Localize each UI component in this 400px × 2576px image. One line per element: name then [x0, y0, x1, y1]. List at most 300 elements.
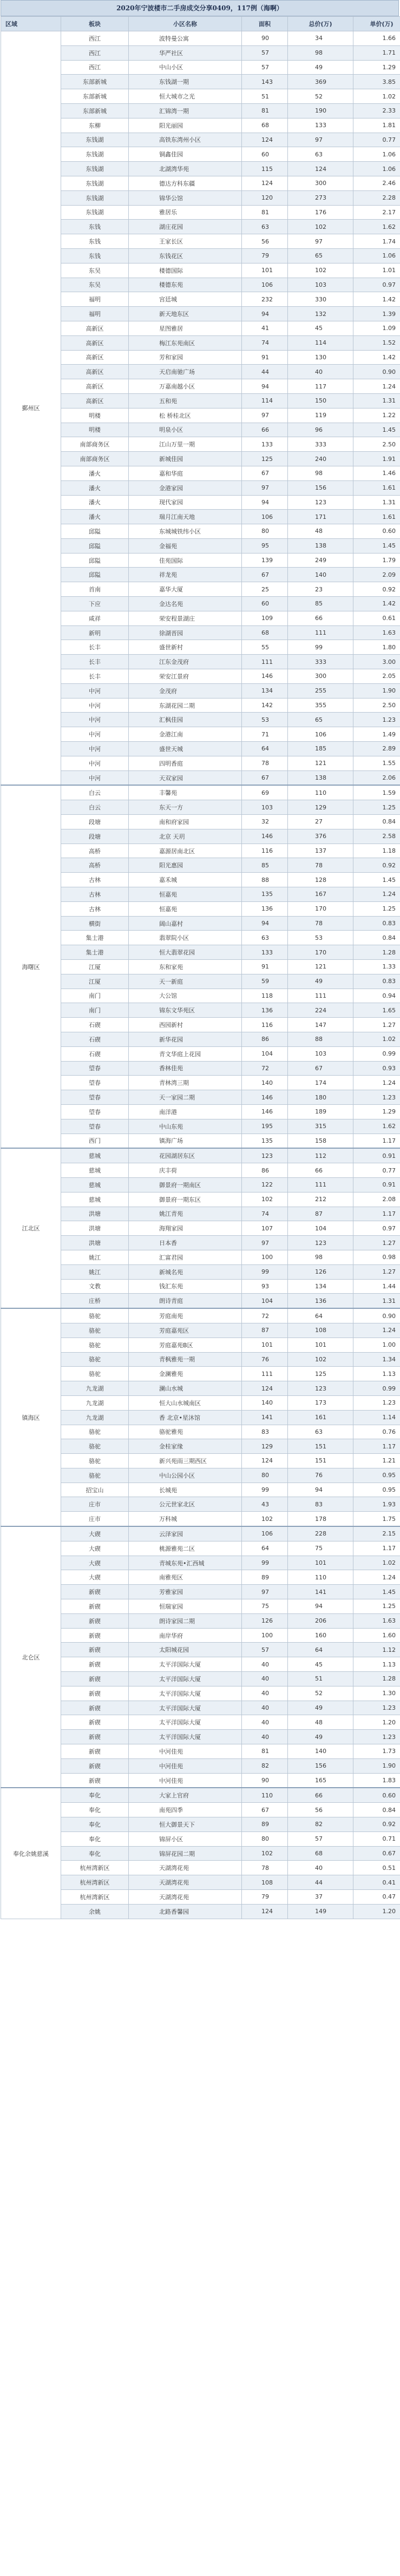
area-cell: 40 [242, 1730, 288, 1744]
name-cell: 东和家苑 [129, 960, 242, 974]
total-cell: 121 [288, 960, 353, 974]
name-cell: 王家长区 [129, 234, 242, 249]
table-row [1, 162, 400, 176]
name-cell: 嘉禾城 [129, 873, 242, 887]
unit-cell: 1.06 [353, 248, 400, 263]
plate-cell: 中河 [61, 756, 129, 770]
plate-cell: 杭州湾新区 [61, 1890, 129, 1905]
unit-cell: 0.91 [353, 1177, 400, 1192]
unit-cell: 1.13 [353, 1657, 400, 1672]
total-cell: 40 [288, 365, 353, 379]
table-row [1, 1585, 400, 1599]
area-cell: 136 [242, 901, 288, 916]
plate-cell: 石碶 [61, 1046, 129, 1061]
table-row [1, 190, 400, 205]
total-cell: 45 [288, 1657, 353, 1672]
name-cell: 天双家园 [129, 770, 242, 785]
total-cell: 52 [288, 1686, 353, 1701]
table-row [1, 989, 400, 1003]
total-cell: 140 [288, 568, 353, 582]
table-row [1, 408, 400, 423]
table-row [1, 916, 400, 931]
total-cell: 53 [288, 931, 353, 945]
area-cell: 99 [242, 1556, 288, 1570]
table-row [1, 466, 400, 480]
table-row [1, 815, 400, 829]
header-row [1, 17, 400, 31]
unit-cell: 1.61 [353, 480, 400, 495]
table-row [1, 1628, 400, 1643]
area-cell: 102 [242, 1512, 288, 1526]
table-row [1, 829, 400, 844]
unit-cell: 2.15 [353, 1526, 400, 1541]
name-cell: 德达方科东疆 [129, 176, 242, 190]
total-cell: 85 [288, 597, 353, 611]
unit-cell: 1.25 [353, 800, 400, 815]
name-cell: 天启南驰广场 [129, 365, 242, 379]
plate-cell: 文教 [61, 1279, 129, 1294]
plate-cell: 骆驼 [61, 1367, 129, 1381]
name-cell: 楼德东苑 [129, 278, 242, 292]
table-row [1, 1701, 400, 1715]
unit-cell: 1.79 [353, 553, 400, 568]
name-cell: 日本香 [129, 1236, 242, 1250]
plate-cell: 咸祥 [61, 611, 129, 625]
total-cell: 170 [288, 945, 353, 960]
table-row [1, 568, 400, 582]
plate-cell: 福明 [61, 292, 129, 307]
unit-cell: 1.06 [353, 147, 400, 162]
plate-cell: 新碶 [61, 1730, 129, 1744]
table-row [1, 510, 400, 524]
total-cell: 206 [288, 1613, 353, 1628]
total-cell: 110 [288, 785, 353, 800]
unit-cell: 0.97 [353, 278, 400, 292]
area-cell: 69 [242, 785, 288, 800]
plate-cell: 江厦 [61, 960, 129, 974]
plate-cell: 新碶 [61, 1643, 129, 1657]
plate-cell: 白云 [61, 800, 129, 815]
name-cell: 江东金茂府 [129, 655, 242, 669]
area-cell: 107 [242, 1221, 288, 1236]
area-cell: 115 [242, 162, 288, 176]
name-cell: 青城东苑•汇西城 [129, 1556, 242, 1570]
table-row [1, 205, 400, 220]
unit-cell: 1.39 [353, 307, 400, 321]
unit-cell: 1.14 [353, 1410, 400, 1425]
plate-cell: 下应 [61, 597, 129, 611]
unit-cell: 1.17 [353, 1207, 400, 1221]
name-cell: 嘉和华庭 [129, 466, 242, 480]
unit-cell: 1.02 [353, 1032, 400, 1046]
total-cell: 103 [288, 278, 353, 292]
unit-cell: 0.90 [353, 365, 400, 379]
plate-cell: 望春 [61, 1076, 129, 1090]
name-cell: 盛世新村 [129, 640, 242, 655]
name-cell: 南苑四季 [129, 1803, 242, 1817]
unit-cell: 1.34 [353, 1352, 400, 1367]
total-cell: 149 [288, 1904, 353, 1919]
total-cell: 64 [288, 1308, 353, 1323]
name-cell: 波特曼公寓 [129, 31, 242, 46]
table-row [1, 931, 400, 945]
total-cell: 63 [288, 1425, 353, 1439]
plate-cell: 新碶 [61, 1701, 129, 1715]
plate-cell: 邱隘 [61, 538, 129, 553]
unit-cell: 1.46 [353, 466, 400, 480]
table-row [1, 1236, 400, 1250]
plate-cell: 中河 [61, 770, 129, 785]
area-cell: 81 [242, 205, 288, 220]
area-cell: 99 [242, 1483, 288, 1497]
name-cell: 荣安程景湖庄 [129, 611, 242, 625]
plate-cell: 九龙湖 [61, 1381, 129, 1396]
table-row [1, 597, 400, 611]
plate-cell: 大碶 [61, 1570, 129, 1585]
area-cell: 143 [242, 75, 288, 89]
table-row [1, 1148, 400, 1163]
name-cell: 芳庭嘉苑区 [129, 1323, 242, 1338]
total-cell: 68 [288, 1846, 353, 1861]
area-cell: 114 [242, 393, 288, 408]
total-cell: 106 [288, 727, 353, 742]
plate-cell: 九龙湖 [61, 1395, 129, 1410]
total-cell: 147 [288, 1018, 353, 1032]
plate-cell: 新碶 [61, 1744, 129, 1759]
name-cell: 锦华公馆 [129, 190, 242, 205]
plate-cell: 长丰 [61, 640, 129, 655]
unit-cell: 1.91 [353, 452, 400, 466]
name-cell: 天一家园二期 [129, 1090, 242, 1105]
name-cell: 太平洋国际大厦 [129, 1657, 242, 1672]
table-row [1, 147, 400, 162]
area-cell: 74 [242, 1207, 288, 1221]
area-cell: 140 [242, 1076, 288, 1090]
unit-cell: 0.90 [353, 1308, 400, 1323]
total-cell: 333 [288, 655, 353, 669]
unit-cell: 2.50 [353, 698, 400, 713]
table-row [1, 1686, 400, 1701]
plate-cell: 杭州湾新区 [61, 1875, 129, 1890]
plate-cell: 招宝山 [61, 1483, 129, 1497]
unit-cell: 2.50 [353, 437, 400, 452]
plate-cell: 古林 [61, 873, 129, 887]
unit-cell: 1.49 [353, 727, 400, 742]
name-cell: 明泉小区 [129, 423, 242, 437]
name-cell: 楼德国际 [129, 263, 242, 278]
name-cell: 天湖湾花苑 [129, 1861, 242, 1875]
area-cell: 78 [242, 1861, 288, 1875]
table-row [1, 176, 400, 190]
unit-cell: 1.59 [353, 785, 400, 800]
unit-cell: 1.27 [353, 1264, 400, 1279]
name-cell: 金达名苑 [129, 597, 242, 611]
unit-cell: 2.09 [353, 568, 400, 582]
area-cell: 66 [242, 423, 288, 437]
name-cell: 恒嘉苑 [129, 901, 242, 916]
total-cell: 119 [288, 408, 353, 423]
plate-cell: 奉化 [61, 1831, 129, 1846]
area-cell: 86 [242, 1032, 288, 1046]
name-cell: 瑞月江南天地 [129, 510, 242, 524]
area-cell: 71 [242, 727, 288, 742]
total-cell: 76 [288, 1468, 353, 1483]
plate-cell: 东钱湖 [61, 162, 129, 176]
total-cell: 48 [288, 1715, 353, 1730]
table-row [1, 713, 400, 727]
total-cell: 151 [288, 1454, 353, 1468]
table-row [1, 655, 400, 669]
unit-cell: 1.45 [353, 423, 400, 437]
name-cell: 天湖湾花苑 [129, 1890, 242, 1905]
unit-cell: 1.24 [353, 1570, 400, 1585]
table-row [1, 1207, 400, 1221]
unit-cell: 1.25 [353, 901, 400, 916]
plate-cell: 潘火 [61, 480, 129, 495]
unit-cell: 1.20 [353, 1715, 400, 1730]
table-row [1, 524, 400, 539]
table-row [1, 1512, 400, 1526]
total-cell: 40 [288, 1861, 353, 1875]
name-cell: 桃源雅苑二区 [129, 1541, 242, 1556]
table-row [1, 698, 400, 713]
unit-cell: 1.74 [353, 234, 400, 249]
plate-cell: 庄桥 [61, 1294, 129, 1308]
unit-cell: 0.95 [353, 1483, 400, 1497]
unit-cell: 1.52 [353, 335, 400, 350]
district-cell: 镇海区 [1, 1308, 61, 1526]
plate-cell: 高新区 [61, 393, 129, 408]
name-cell: 芳雅家园 [129, 1585, 242, 1599]
area-cell: 60 [242, 597, 288, 611]
table-row [1, 45, 400, 60]
name-cell: 金港家园 [129, 480, 242, 495]
total-cell: 49 [288, 974, 353, 989]
area-cell: 116 [242, 1018, 288, 1032]
unit-cell: 1.25 [353, 1599, 400, 1614]
name-cell: 中河佳苑 [129, 1773, 242, 1788]
name-cell: 钱汇东苑 [129, 1279, 242, 1294]
area-cell: 67 [242, 466, 288, 480]
unit-cell: 3.00 [353, 655, 400, 669]
area-cell: 68 [242, 625, 288, 640]
plate-cell: 东部新城 [61, 89, 129, 104]
name-cell: 镇海广场 [129, 1134, 242, 1148]
table-row [1, 1497, 400, 1512]
plate-cell: 东部新城 [61, 75, 129, 89]
plate-cell: 洪塘 [61, 1221, 129, 1236]
area-cell: 87 [242, 1323, 288, 1338]
unit-cell: 1.55 [353, 756, 400, 770]
area-cell: 89 [242, 1570, 288, 1585]
area-cell: 56 [242, 234, 288, 249]
plate-cell: 姚江 [61, 1250, 129, 1264]
name-cell: 锦东文华苑区 [129, 1003, 242, 1018]
unit-cell: 1.31 [353, 1294, 400, 1308]
total-cell: 140 [288, 1744, 353, 1759]
unit-cell: 0.41 [353, 1875, 400, 1890]
table-row [1, 220, 400, 234]
plate-cell: 骆驼 [61, 1352, 129, 1367]
name-cell: 恒瑞家园 [129, 1599, 242, 1614]
table-row [1, 1773, 400, 1788]
unit-cell: 2.06 [353, 770, 400, 785]
plate-cell: 骆驼 [61, 1338, 129, 1352]
total-cell: 66 [288, 1788, 353, 1802]
area-cell: 120 [242, 190, 288, 205]
table-row [1, 393, 400, 408]
table-row [1, 1744, 400, 1759]
unit-cell: 1.12 [353, 1643, 400, 1657]
unit-cell: 2.46 [353, 176, 400, 190]
area-cell: 94 [242, 307, 288, 321]
total-cell: 190 [288, 103, 353, 118]
table-row [1, 742, 400, 756]
plate-cell: 邱隘 [61, 553, 129, 568]
unit-cell: 1.23 [353, 713, 400, 727]
unit-cell: 1.23 [353, 1701, 400, 1715]
plate-cell: 长丰 [61, 669, 129, 684]
total-cell: 171 [288, 510, 353, 524]
area-cell: 67 [242, 770, 288, 785]
name-cell: 御景府一期南区 [129, 1177, 242, 1192]
area-cell: 195 [242, 1119, 288, 1134]
area-cell: 43 [242, 1497, 288, 1512]
plate-cell: 大碶 [61, 1541, 129, 1556]
unit-cell: 0.67 [353, 1846, 400, 1861]
plate-cell: 南部商务区 [61, 452, 129, 466]
area-cell: 64 [242, 1541, 288, 1556]
header-district: 区域 [1, 17, 61, 31]
name-cell: 现代家园 [129, 495, 242, 510]
total-cell: 49 [288, 1701, 353, 1715]
name-cell: 大公馆 [129, 989, 242, 1003]
unit-cell: 1.90 [353, 1758, 400, 1773]
total-cell: 65 [288, 248, 353, 263]
unit-cell: 1.45 [353, 538, 400, 553]
total-cell: 101 [288, 1338, 353, 1352]
table-row [1, 292, 400, 307]
unit-cell: 1.29 [353, 1104, 400, 1119]
area-cell: 135 [242, 1134, 288, 1148]
header-plate: 板块 [61, 17, 129, 31]
unit-cell: 1.13 [353, 1367, 400, 1381]
total-cell: 123 [288, 1381, 353, 1396]
table-row [1, 960, 400, 974]
unit-cell: 1.02 [353, 1556, 400, 1570]
table-row [1, 669, 400, 684]
area-cell: 91 [242, 960, 288, 974]
unit-cell: 1.45 [353, 1585, 400, 1599]
area-cell: 94 [242, 379, 288, 394]
table-row [1, 625, 400, 640]
plate-cell: 横街 [61, 916, 129, 931]
table-row [1, 1570, 400, 1585]
area-cell: 109 [242, 611, 288, 625]
area-cell: 94 [242, 495, 288, 510]
area-cell: 135 [242, 887, 288, 902]
plate-cell: 潘火 [61, 466, 129, 480]
table-row [1, 1018, 400, 1032]
name-cell: 南和府家园 [129, 815, 242, 829]
name-cell: 祥龙苑 [129, 568, 242, 582]
plate-cell: 古林 [61, 887, 129, 902]
plate-cell: 中河 [61, 683, 129, 698]
total-cell: 121 [288, 756, 353, 770]
name-cell: 华严社区 [129, 45, 242, 60]
area-cell: 97 [242, 408, 288, 423]
name-cell: 荣安江景府 [129, 669, 242, 684]
area-cell: 118 [242, 989, 288, 1003]
area-cell: 146 [242, 1090, 288, 1105]
area-cell: 97 [242, 1236, 288, 1250]
plate-cell: 东钱湖 [61, 147, 129, 162]
unit-cell: 2.28 [353, 190, 400, 205]
unit-cell: 0.83 [353, 974, 400, 989]
name-cell: 北湖湾华苑 [129, 162, 242, 176]
table-row [1, 1221, 400, 1236]
total-cell: 249 [288, 553, 353, 568]
area-cell: 57 [242, 1643, 288, 1657]
table-row [1, 1061, 400, 1076]
total-cell: 44 [288, 1875, 353, 1890]
table-row [1, 379, 400, 394]
name-cell: 徐湖晋园 [129, 625, 242, 640]
unit-cell: 1.90 [353, 683, 400, 698]
unit-cell: 0.77 [353, 1163, 400, 1178]
unit-cell: 1.23 [353, 1090, 400, 1105]
table-row [1, 1177, 400, 1192]
header-name: 小区名称 [129, 17, 242, 31]
name-cell: 南岸华府 [129, 1628, 242, 1643]
table-row [1, 1032, 400, 1046]
name-cell: 新兴苑雨三期西区 [129, 1454, 242, 1468]
table-row [1, 103, 400, 118]
area-cell: 82 [242, 1758, 288, 1773]
plate-cell: 东钱湖 [61, 176, 129, 190]
unit-cell: 0.92 [353, 582, 400, 597]
total-cell: 369 [288, 75, 353, 89]
name-cell: 朗诗青庭 [129, 1294, 242, 1308]
plate-cell: 西门 [61, 1134, 129, 1148]
unit-cell: 1.33 [353, 960, 400, 974]
area-cell: 124 [242, 1454, 288, 1468]
unit-cell: 1.29 [353, 60, 400, 75]
unit-cell: 1.45 [353, 873, 400, 887]
unit-cell: 2.05 [353, 669, 400, 684]
total-cell: 156 [288, 1758, 353, 1773]
name-cell: 汇枫佳园 [129, 713, 242, 727]
unit-cell: 0.77 [353, 133, 400, 147]
name-cell: 嘉华大厦 [129, 582, 242, 597]
table-row [1, 1192, 400, 1207]
total-cell: 173 [288, 1395, 353, 1410]
name-cell: 金澜雅苑 [129, 1367, 242, 1381]
name-cell: 骆驼雅苑 [129, 1425, 242, 1439]
name-cell: 中山小区 [129, 60, 242, 75]
area-cell: 86 [242, 1163, 288, 1178]
name-cell: 佳苑国际 [129, 553, 242, 568]
area-cell: 67 [242, 1803, 288, 1817]
plate-cell: 高新区 [61, 335, 129, 350]
total-cell: 130 [288, 350, 353, 365]
total-cell: 134 [288, 1279, 353, 1294]
unit-cell: 1.23 [353, 1730, 400, 1744]
unit-cell: 0.94 [353, 989, 400, 1003]
table-row [1, 1468, 400, 1483]
unit-cell: 2.17 [353, 205, 400, 220]
plate-cell: 中河 [61, 742, 129, 756]
